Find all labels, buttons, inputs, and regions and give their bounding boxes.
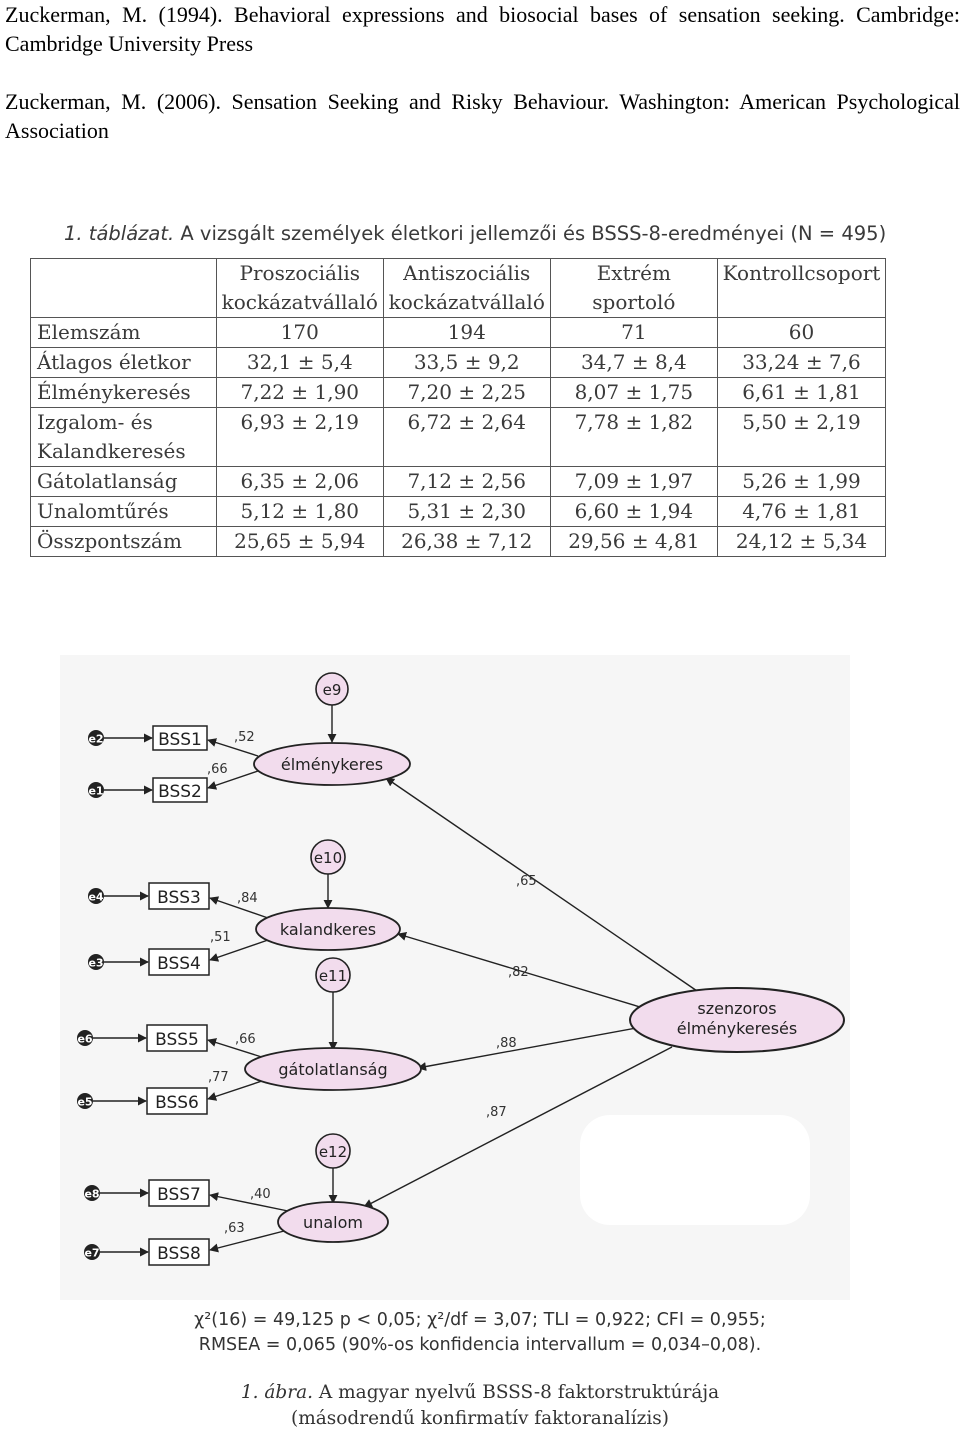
loading-label: ,40 xyxy=(250,1187,271,1202)
table-header-cell: Antiszociális kockázatvállaló xyxy=(383,259,550,318)
factor-diagram xyxy=(60,655,850,1300)
figure-caption-main xyxy=(140,1380,820,1406)
table-cell: 7,22 ± 1,90 xyxy=(216,378,383,408)
svg-text:e9: e9 xyxy=(322,681,342,699)
table-caption-label: 1. táblázat. xyxy=(64,222,175,245)
factor-ellipse xyxy=(245,1048,421,1090)
figure-caption-label: 1. ábra. xyxy=(240,1382,313,1403)
svg-text:BSS1: BSS1 xyxy=(158,730,202,750)
loading-label: ,82 xyxy=(508,965,529,980)
svg-text:kalandkeres: kalandkeres xyxy=(279,920,377,939)
table-row xyxy=(31,497,886,527)
item-error-circle xyxy=(88,954,104,970)
row-label: Elemszám xyxy=(31,318,217,348)
item-error-circle xyxy=(88,888,104,904)
item-box xyxy=(147,1025,207,1051)
table-cell: 32,1 ± 5,4 xyxy=(216,348,383,378)
svg-text:élménykeres: élménykeres xyxy=(280,755,384,774)
table-header-cell: Proszociális kockázatvállaló xyxy=(216,259,383,318)
table-cell: 7,78 ± 1,82 xyxy=(550,408,717,467)
table-cell: 33,24 ± 7,6 xyxy=(717,348,885,378)
table-cell: 194 xyxy=(383,318,550,348)
table-cell: 26,38 ± 7,12 xyxy=(383,527,550,557)
reference-item: Zuckerman, M. (1994). Behavioral expressions and biosocial bases of sensation seeking. Cambridge: Cambridge University Press xyxy=(5,2,960,56)
results-table xyxy=(30,258,886,557)
loading-label: ,66 xyxy=(207,762,228,777)
table-cell: 5,26 ± 1,99 xyxy=(717,467,885,497)
item-error-circle xyxy=(84,1185,100,1201)
table-header-empty xyxy=(31,259,217,318)
table-cell: 5,31 ± 2,30 xyxy=(383,497,550,527)
item-box xyxy=(153,726,207,750)
row-label: Átlagos életkor xyxy=(31,348,217,378)
table-row xyxy=(31,527,886,557)
item-error-circle xyxy=(88,782,104,798)
fit-statistics xyxy=(140,1308,820,1358)
svg-text:e11: e11 xyxy=(318,967,348,985)
table-cell: 24,12 ± 5,34 xyxy=(717,527,885,557)
item-error-circle xyxy=(88,730,104,746)
item-box xyxy=(149,1180,209,1206)
item-error-circle xyxy=(77,1093,93,1109)
table-header-row xyxy=(31,259,886,318)
table-cell: 60 xyxy=(717,318,885,348)
reference-item: Zuckerman, M. (2006). Sensation Seeking and Risky Behaviour. Washington: American Psychological Association xyxy=(5,89,960,143)
second-order-ellipse xyxy=(630,988,844,1052)
svg-text:e4: e4 xyxy=(88,890,104,904)
table-header-cell: Extrém sportoló xyxy=(550,259,717,318)
table-header-cell: Kontrollcsoport xyxy=(717,259,885,318)
svg-text:e10: e10 xyxy=(313,849,343,867)
fit-line: χ²(16) = 49,125 p < 0,05; χ²/df = 3,07; TLI = 0,922; CFI = 0,955; xyxy=(194,1310,766,1330)
row-label: Izgalom- és Kalandkeresés xyxy=(31,408,217,467)
row-label: Unalomtűrés xyxy=(31,497,217,527)
loading-label: ,66 xyxy=(235,1032,256,1047)
table-cell: 34,7 ± 8,4 xyxy=(550,348,717,378)
item-error-circle xyxy=(84,1244,100,1260)
loading-label: ,84 xyxy=(237,891,258,906)
figure-caption xyxy=(140,1380,820,1432)
table-cell: 71 xyxy=(550,318,717,348)
loading-label: ,77 xyxy=(208,1070,229,1085)
table-cell: 33,5 ± 9,2 xyxy=(383,348,550,378)
svg-text:BSS7: BSS7 xyxy=(157,1185,201,1205)
loading-label: ,87 xyxy=(486,1105,507,1120)
item-error-circle xyxy=(77,1030,93,1046)
svg-text:e2: e2 xyxy=(88,732,104,746)
table-cell: 170 xyxy=(216,318,383,348)
svg-text:BSS6: BSS6 xyxy=(155,1093,199,1113)
item-box xyxy=(149,949,209,975)
table-row xyxy=(31,408,886,467)
table-cell: 7,12 ± 2,56 xyxy=(383,467,550,497)
item-box xyxy=(149,883,209,909)
table-cell: 5,12 ± 1,80 xyxy=(216,497,383,527)
loading-label: ,65 xyxy=(516,874,537,889)
svg-text:BSS5: BSS5 xyxy=(155,1030,199,1050)
loading-label: ,63 xyxy=(224,1221,245,1236)
row-label: Összpontszám xyxy=(31,527,217,557)
svg-text:BSS2: BSS2 xyxy=(158,782,202,802)
svg-text:BSS8: BSS8 xyxy=(157,1244,201,1264)
figure-caption-sub: (másodrendű konfirmatív faktoranalízis) xyxy=(291,1408,669,1429)
factor-error-circle xyxy=(316,673,348,705)
factor-ellipse xyxy=(256,908,400,950)
factor-error-circle xyxy=(311,840,345,874)
svg-text:BSS3: BSS3 xyxy=(157,888,201,908)
item-box xyxy=(147,1088,207,1114)
loading-label: ,52 xyxy=(234,730,255,745)
fit-line: RMSEA = 0,065 (90%-os konfidencia intervallum = 0,034–0,08). xyxy=(198,1335,762,1355)
factor-error-circle xyxy=(316,1134,350,1168)
table-row xyxy=(31,378,886,408)
table-cell: 7,09 ± 1,97 xyxy=(550,467,717,497)
table-cell: 6,72 ± 2,64 xyxy=(383,408,550,467)
item-box xyxy=(149,1239,209,1265)
table-caption-text: A vizsgált személyek életkori jellemzői és BSSS-8-eredményei (N = 495) xyxy=(180,222,887,245)
svg-text:e6: e6 xyxy=(77,1032,93,1046)
figure-caption-text: A magyar nyelvű BSSS-8 faktorstruktúrája xyxy=(318,1382,720,1403)
reference-list xyxy=(5,0,960,145)
svg-text:e1: e1 xyxy=(88,784,104,798)
table-cell: 6,35 ± 2,06 xyxy=(216,467,383,497)
table-cell: 6,61 ± 1,81 xyxy=(717,378,885,408)
svg-text:e5: e5 xyxy=(77,1095,93,1109)
svg-text:BSS4: BSS4 xyxy=(157,954,201,974)
table-cell: 25,65 ± 5,94 xyxy=(216,527,383,557)
svg-text:e12: e12 xyxy=(318,1143,348,1161)
table-cell: 7,20 ± 2,25 xyxy=(383,378,550,408)
svg-text:e8: e8 xyxy=(84,1187,100,1201)
table-caption xyxy=(64,222,887,245)
table-row xyxy=(31,348,886,378)
table-cell: 4,76 ± 1,81 xyxy=(717,497,885,527)
loading-label: ,51 xyxy=(210,930,231,945)
item-box xyxy=(153,778,207,802)
row-label: Élménykeresés xyxy=(31,378,217,408)
table-cell: 6,93 ± 2,19 xyxy=(216,408,383,467)
svg-text:e3: e3 xyxy=(88,956,104,970)
row-label: Gátolatlanság xyxy=(31,467,217,497)
factor-error-circle xyxy=(316,958,350,992)
svg-text:gátolatlanság: gátolatlanság xyxy=(278,1060,388,1079)
table-row xyxy=(31,467,886,497)
factor-ellipse xyxy=(278,1202,388,1242)
table-cell: 29,56 ± 4,81 xyxy=(550,527,717,557)
svg-text:unalom: unalom xyxy=(303,1213,363,1232)
table-cell: 8,07 ± 1,75 xyxy=(550,378,717,408)
factor-ellipse xyxy=(254,743,410,785)
table-cell: 6,60 ± 1,94 xyxy=(550,497,717,527)
table-row xyxy=(31,318,886,348)
table-cell: 5,50 ± 2,19 xyxy=(717,408,885,467)
loading-label: ,88 xyxy=(496,1036,517,1051)
second-order-label: szenzoros élménykeresés xyxy=(676,999,798,1038)
svg-text:e7: e7 xyxy=(84,1246,100,1260)
